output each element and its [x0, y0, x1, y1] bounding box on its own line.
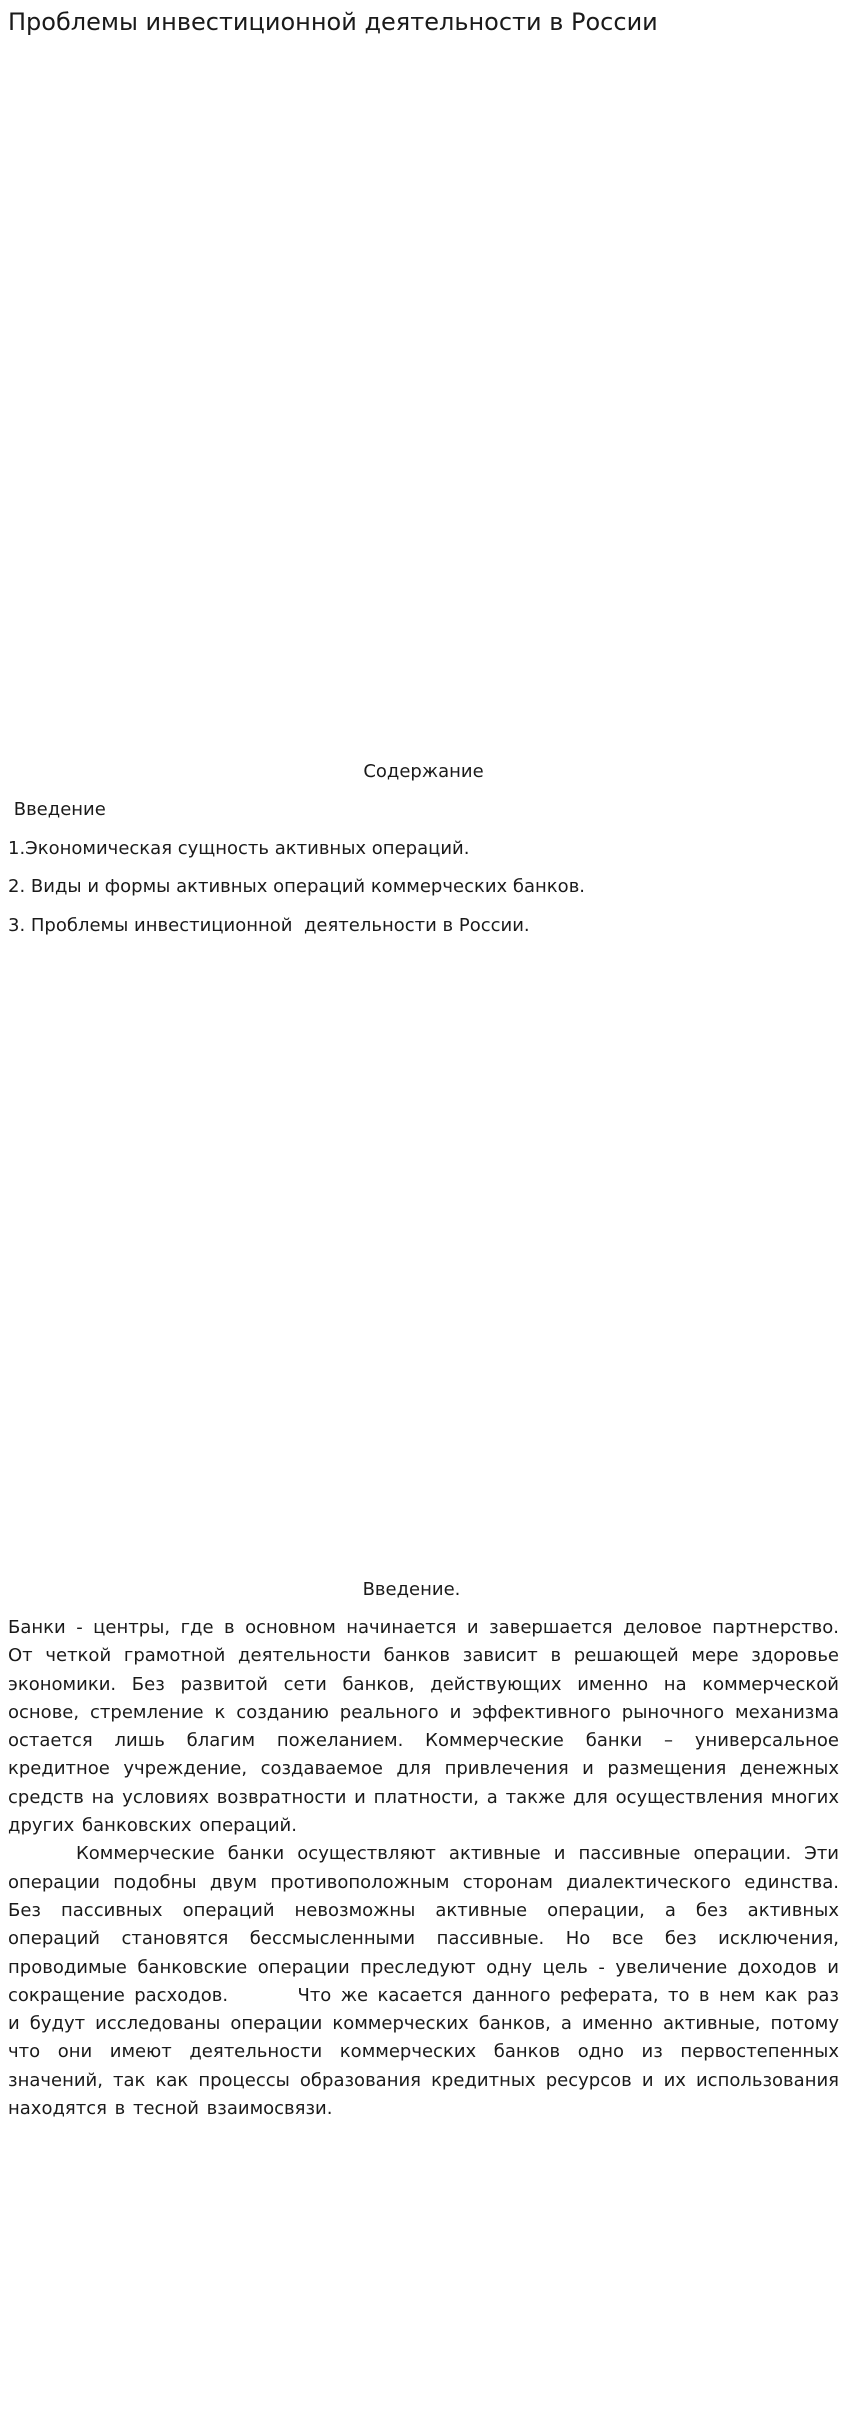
toc-heading: Содержание	[363, 761, 484, 782]
introduction-body	[8, 1614, 839, 2123]
toc-item-1: 1.Экономическая сущность активных операций.	[8, 838, 470, 859]
page-title: Проблемы инвестиционной деятельности в России	[8, 8, 658, 36]
toc-item-2: 2. Виды и формы активных операций коммерческих банков.	[8, 876, 586, 897]
toc-item-introduction: Введение	[8, 799, 106, 820]
introduction-heading: Введение.	[362, 1579, 461, 1600]
introduction-paragraph: Банки - центры, где в основном начинается и завершается деловое партнерство. От четкой грамотной деятельности банков зависит в решающей мере здоровье экономики. Без развитой сети банков, действующих именно на коммерческой основе, стремление к созданию реального и эффективного рыночного механизма остается лишь благим пожеланием. Коммерческие банки – универсальное кредитное учреждение, создаваемое для привлечения и размещения денежных средств на условиях возвратности и платности, а также для осуществления многих других банковских операций.	[8, 1617, 839, 1837]
toc-item-3: 3. Проблемы инвестиционной деятельности в России.	[8, 915, 530, 936]
introduction-paragraph: Коммерческие банки осуществляют активные и пассивные операции. Эти операции подобны двум противоположным сторонам диалектического единства. Без пассивных операций невозможны активные операции, а без активных операций становятся бессмысленными пассивные. Но все без исключения, проводимые банковские операции преследуют одну цель - увеличение доходов и сокращение расходов.	[8, 1843, 839, 2006]
introduction-paragraph: Что же касается данного реферата, то в нем как раз и будут исследованы операции коммерческих банков, а именно активные, потому что они имеют деятельности коммерческих банков одно из первостепенных значений, так как процессы образования кредитных ресурсов и их использования находятся в тесной взаимосвязи.	[8, 1984, 840, 2120]
